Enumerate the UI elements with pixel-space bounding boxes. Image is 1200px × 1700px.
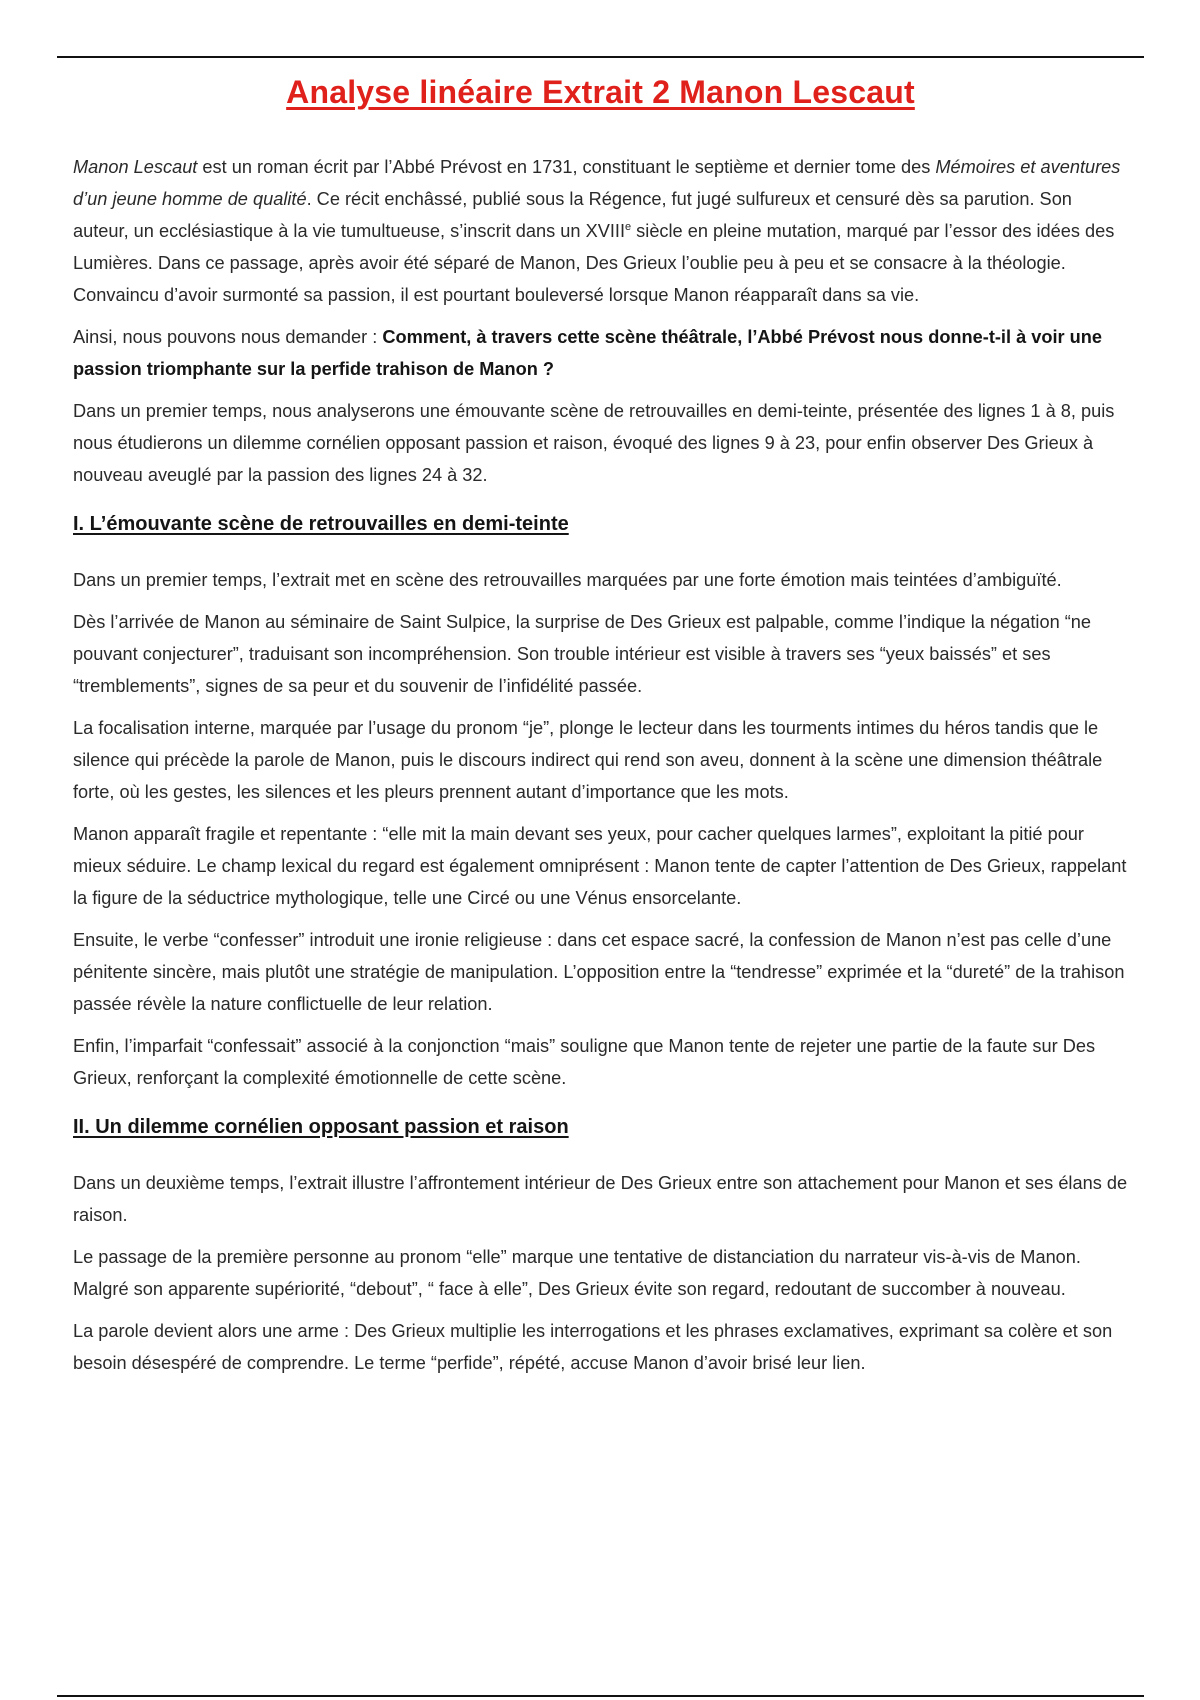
- section-2-paragraph: La parole devient alors une arme : Des Grieux multiplie les interrogations et les phrases exclamatives, exprimant sa colère et son besoin désespéré de comprendre. Le terme “perfide”, répété, accuse Manon d’avoir brisé leur lien.: [73, 1321, 1113, 1373]
- section-1-paragraph: La focalisation interne, marquée par l’usage du pronom “je”, plonge le lecteur dans les tourments intimes du héros tandis que le silence qui précède la parole de Manon, puis le discours indirect qui rend son aveu, donnent à la scène une dimension théâtrale forte, où les gestes, les silences et les pleurs prennent autant d’importance que les mots.: [73, 718, 1103, 802]
- section-2-heading: II. Un dilemme cornélien opposant passion et raison: [73, 1116, 569, 1138]
- top-rule: [57, 56, 1144, 58]
- problematic-paragraph: [73, 321, 1128, 385]
- intro-text-c: siècle en pleine mutation, marqué par l’essor des idées des Lumières. Dans ce passage, après avoir été séparé de Manon, Des Grieux l’oublie peu à peu et se consacre à la théologie. Convaincu d’avoir surmonté sa passion, il est pourtant bouleversé lorsque Manon réapparaît dans sa vie.: [73, 221, 1115, 305]
- section-1-paragraph: Manon apparaît fragile et repentante : “elle mit la main devant ses yeux, pour cacher quelques larmes”, exploitant la pitié pour mieux séduire. Le champ lexical du regard est également omniprésent : Manon tente de capter l’attention de Des Grieux, rappelant la figure de la séductrice mythologique, telle une Circé ou une Vénus ensorcelante.: [73, 824, 1127, 908]
- collection-title: Mémoires et aventures d’un jeune homme de qualité: [73, 157, 1121, 209]
- century-superscript: e: [625, 220, 632, 233]
- book-title: Manon Lescaut: [73, 157, 198, 177]
- section-1-paragraph: Dans un premier temps, l’extrait met en scène des retrouvailles marquées par une forte émotion mais teintées d’ambiguïté.: [73, 570, 1062, 590]
- plan-paragraph: Dans un premier temps, nous analyserons une émouvante scène de retrouvailles en demi-teinte, présentée des lignes 1 à 8, puis nous étudierons un dilemme cornélien opposant passion et raison, évoqué des lignes 9 à 23, pour enfin observer Des Grieux à nouveau aveuglé par la passion des lignes 24 à 32.: [73, 401, 1115, 485]
- intro-paragraph: [73, 151, 1128, 311]
- bottom-rule: [57, 1695, 1144, 1697]
- section-1-paragraph: Ensuite, le verbe “confesser” introduit une ironie religieuse : dans cet espace sacré, la confession de Manon n’est pas celle d’une pénitente sincère, mais plutôt une stratégie de manipulation. L’opposition entre la “tendresse” exprimée et la “dureté” de la trahison passée révèle la nature conflictuelle de leur relation.: [73, 930, 1125, 1014]
- section-1-heading: I. L’émouvante scène de retrouvailles en demi-teinte: [73, 513, 569, 535]
- intro-text-a: est un roman écrit par l’Abbé Prévost en 1731, constituant le septième et dernier tome des: [197, 157, 936, 177]
- problematic-lead: Ainsi, nous pouvons nous demander :: [73, 327, 383, 347]
- section-2-paragraph: Le passage de la première personne au pronom “elle” marque une tentative de distanciation du narrateur vis-à-vis de Manon. Malgré son apparente supériorité, “debout”, “ face à elle”, Des Grieux évite son regard, redoutant de succomber à nouveau.: [73, 1247, 1081, 1299]
- document-title: Analyse linéaire Extrait 2 Manon Lescaut: [286, 74, 915, 110]
- section-2-paragraph: Dans un deuxième temps, l’extrait illustre l’affrontement intérieur de Des Grieux entre son attachement pour Manon et ses élans de raison.: [73, 1173, 1128, 1225]
- section-1-paragraph: Dès l’arrivée de Manon au séminaire de Saint Sulpice, la surprise de Des Grieux est palpable, comme l’indique la négation “ne pouvant conjecturer”, traduisant son incompréhension. Son trouble intérieur est visible à travers ses “yeux baissés” et ses “tremblements”, signes de sa peur et du souvenir de l’infidélité passée.: [73, 612, 1092, 696]
- intro-text-b: . Ce récit enchâssé, publié sous la Régence, fut jugé sulfureux et censuré dès sa parution. Son auteur, un ecclésiastique à la vie tumultueuse, s’inscrit dans un XVIII: [73, 189, 1072, 241]
- problematic-question: Comment, à travers cette scène théâtrale, l’Abbé Prévost nous donne-t-il à voir une passion triomphante sur la perfide trahison de Manon ?: [73, 327, 1103, 379]
- document-page: [73, 70, 1128, 1389]
- section-1-paragraph: Enfin, l’imparfait “confessait” associé à la conjonction “mais” souligne que Manon tente de rejeter une partie de la faute sur Des Grieux, renforçant la complexité émotionnelle de cette scène.: [73, 1036, 1096, 1088]
